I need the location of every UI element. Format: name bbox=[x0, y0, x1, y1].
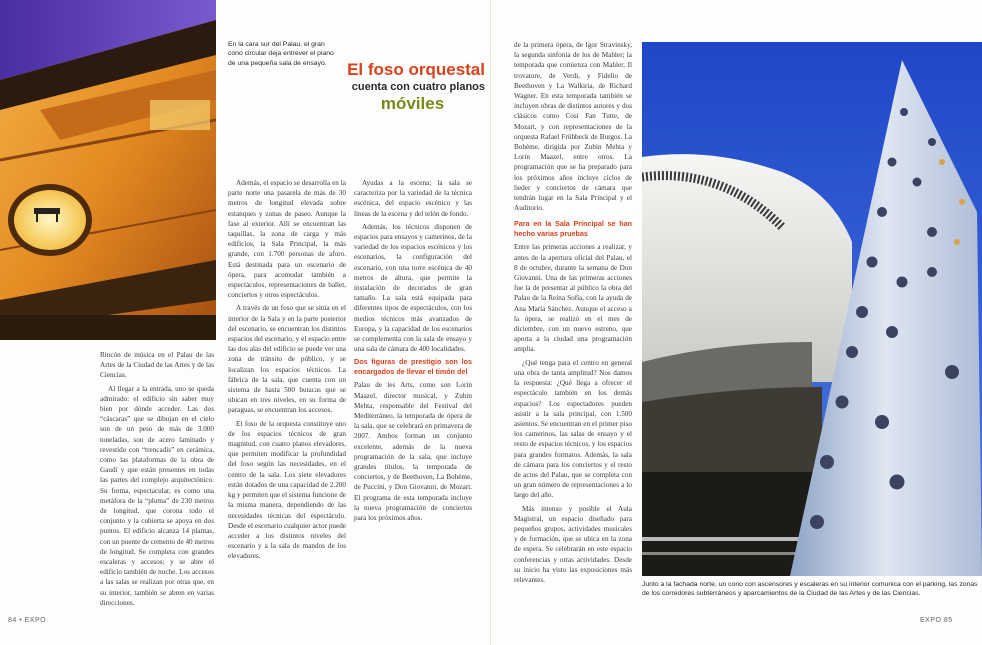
col1-para-2: Al llegar a la entrada, uno se queda admirado: el edificio sin saber muy bien por dónde acceder. Las dos “cáscaras” que se dibujan en el cielo son de un peso de más de 3.000 toneladas, son de acero laminado y revestido con “trencadís” en cerámica, como las plataformas de la obra de Gaudí y que están presentes en todas las partes del complejo arquitectónico. Su forma, espectacular, es como una metáfora de la “pluma” de 230 metros de longitud, que corona todo el conjunto y la cubierta se apoya en dos puntos. El edificio alcanza 14 plantas, con un puente de cemento de 40 metros de longitud. Se completa con grandes escaleras y accesos; y se abre el edificio también de noche. Los accesos a las salas se realizan por otras que, en su interior, también se abren en varias direcciones. bbox=[100, 384, 214, 607]
subhead-sala-principal: Para en la Sala Principal se han hecho varias pruebas bbox=[514, 219, 632, 239]
text-column-1 bbox=[100, 350, 214, 608]
text-column-2 bbox=[228, 178, 346, 608]
col2-para-3: El foso de la orquesta constituye uno de los espacios técnicos de gran magnitud, con cuatro planos elevadores, que permiten modificar la profundidad del foso según las necesidades, en el centro de la sala. Los siete elevadores están dotados de una capacidad de 2.200 kg y permiten que el sistema funcione de la misma manera, dependiendo de las necesidades técnicas del espectáculo. Desde el escenario cualquier actor puede acceder a los distintos niveles del escenario y a la sala de mandos de los elevadores. bbox=[228, 419, 346, 561]
left-photo bbox=[0, 0, 216, 340]
col3-para-3: Palau de les Arts, como son Lorin Maazel, director musical, y Zubin Mehta, responsable del Festival del Mediterráneo, la temporada de ópera de la sala, que se celebrará en primavera de 2007. Ambos forman un conjunto excelente, además de la nueva programación de la sala, que incluye grandes títulos, la temporada de conciertos, y de Beethoven, La Bohème, de Puccini, y Don Giovanni, de Mozart. El programa de esta temporada incluye la nueva programación de conciertos para los próximos años. bbox=[354, 381, 472, 523]
headline-line-1: El foso orquestal bbox=[347, 60, 485, 79]
col4-para-2: Entre las primeras acciones a realizar, y antes de la apertura oficial del Palau, el 8 de octubre, durante la semana de Don Giovanni. Una de las primeras acciones fue la de presentar al público la obra del Palau de la Reina Sofía, con la ayuda de Ana María Sánchez. Aunque el acceso a la ópera, se realizó en el mes de diciembre, con un nuevo estreno, que aporta a la ciudad una programación amplia. bbox=[514, 243, 632, 354]
headline-line-3: móviles bbox=[380, 94, 445, 113]
col4-para-4: Más intenso y posible el Aula Magistral, un espacio diseñado para pequeños grupos, actividades musicales y de formación, que se ubica en la zona de espera. Se celebrarán en este espacio conferencias y otras actividades. Desde su inicio ha visto las exposiciones más relevantes. bbox=[514, 504, 632, 584]
intro-caption: En la cara sur del Palau, el gran cono circular deja entrever el piano de una pequeña sala de ensayo. bbox=[228, 41, 334, 67]
col2-para-2: A través de un foso que se sitúa en el interior de la Sala y en la parte posterior del escenario, se encuentran los distintos espacios del escenario, y el espacio entre las dos alas del edificio se puede ver una zona de tránsito de público, y se localizan los espacios técnicos. La fábrica de la sala, que cuenta con un sistema de hasta 500 butacas que se ubican en tres niveles, en su forma de paraguas, se encuentran los accesos. bbox=[228, 304, 346, 415]
headline bbox=[300, 60, 485, 114]
col4-para-1: de la primera ópera, de Igor Stravinsky, la segunda sinfonía de los de Mahler; la temporada que comienza con Mahler, Il trovatore, de Verdi, y Fidelio de Beethoven y La Walkiria, de Richard Wagner. En esta temporada también se incluyen obras de distintos autores y dos clásicos como Cosi Fan Tutte, de Mozart, y con representaciones de la orquesta Rafael Frühbeck de Burgos. La Bohème, dirigida por Zubin Mehta y Lorin Maazel, entre otros. La programación que se ha preparado para los próximos años incluye ciclos de lieder y conciertos de cámara que tendrán lugar en la Sala Principal y el Auditorio. bbox=[514, 41, 632, 213]
col3-para-1: Ayudas a la escena; la sala se caracteriza por la variedad de la técnica escénica, del espacio escénico y las líneas de la escena y del telón de fondo. bbox=[354, 179, 472, 218]
headline-line-2: cuenta con cuatro planos bbox=[351, 81, 485, 93]
col3-para-2: Además, los técnicos disponen de espacios para ensayos y camerinos, de la variedad de los espacios escénicos y los escenarios, la configuración del escenario, con una torre escénica de 40 metros de altura, que permite la instalación de decorados de gran tamaño. La sala está equipada para diferentes tipos de espectáculos, con los medios técnicos más avanzados de Europa, y la capacidad de los escenarios se complementa con la sala de ensayo y una sala de cámara de 400 localidades. bbox=[354, 222, 472, 354]
page-gutter bbox=[490, 0, 491, 645]
right-photo-caption: Junto a la fachada norte, un cono con ascensores y escaleras en su interior comunica con el parking, las zonas de los corredores subterráneos y aparcamientos de la Ciudad de las Artes y de las Ciencias. bbox=[642, 581, 978, 597]
subhead-prestige: Dos figuras de prestigio son los encargados de llevar el timón del bbox=[354, 357, 472, 377]
col2-para-1: Además, el espacio se desarrolla en la parte norte una pasarela de más de 30 metros de longitud elevada sobre estanques y zonas de paseo. Aunque la fase al exterior. Allí se encuentran las taquillas, la zona de carga y más edificios, la Sala Principal, la más grande, con 1.700 personas de aforo. Está destinada para un escenario de ópera, para acomodar también a espectáculos, representaciones de ballet, conciertos y otros espectáculos. bbox=[228, 179, 346, 300]
palau-cone-tower-photo bbox=[642, 42, 982, 576]
opera-hall-interior-photo bbox=[0, 0, 216, 340]
text-column-4 bbox=[514, 40, 632, 608]
col1-para-1: Rincón de música en el Palau de las Artes de la Ciudad de las Artes y de las Ciencias. bbox=[100, 351, 214, 380]
folio-left: 84 • EXPO bbox=[8, 617, 47, 624]
text-column-3 bbox=[354, 178, 472, 608]
col4-para-3: ¿Qué tenga para el centro en general una obra de tanta amplitud? Nos damos la respuesta: ¿Qué llega a ofrecer el espectáculo también en los demás espacios? Los espectadores pueden asistir a la sala principal, con 1.500 asientos. Se encuentran en el primer piso los camerinos, las salas de ensayo y el resto de espacios técnicos, y los espacios para grandes formatos. Además, la sala de cámara para los conciertos y el resto de actos del Palau, que se completa con un gran número de representaciones a lo largo del año. bbox=[514, 358, 632, 500]
right-photo bbox=[642, 42, 982, 576]
folio-right: EXPO 85 bbox=[920, 617, 953, 624]
